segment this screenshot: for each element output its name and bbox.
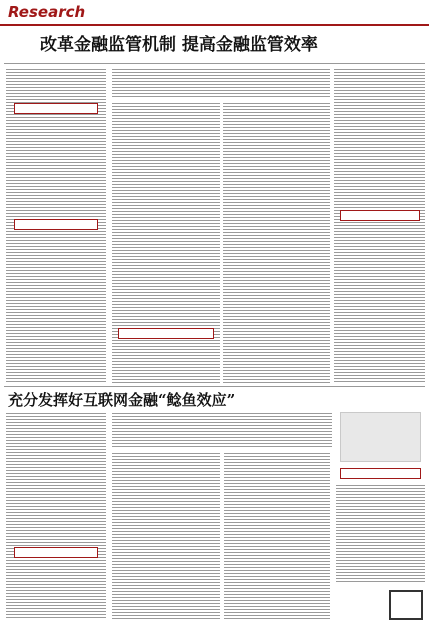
subheading-box bbox=[118, 328, 214, 339]
divider bbox=[4, 386, 425, 387]
subheading-box bbox=[14, 103, 98, 114]
subheading-box bbox=[340, 468, 421, 479]
logo-stamp bbox=[389, 590, 423, 620]
section-word: Research bbox=[8, 3, 86, 21]
lead-paragraph-box bbox=[112, 412, 332, 448]
text-column-2 bbox=[112, 102, 220, 383]
subheading-box bbox=[14, 547, 98, 558]
headline-story-1: 改革金融监管机制 提高金融监管效率 bbox=[40, 35, 318, 55]
text-column-5 bbox=[6, 412, 106, 619]
photo bbox=[340, 412, 421, 462]
lead-paragraph-box bbox=[112, 68, 330, 98]
text-column-4 bbox=[334, 68, 425, 383]
page-header bbox=[0, 0, 429, 26]
subheading-box bbox=[340, 210, 420, 221]
text-column-6 bbox=[112, 452, 220, 619]
text-column-8 bbox=[336, 484, 425, 584]
headline-story-2: 充分发挥好互联网金融“鲶鱼效应” bbox=[8, 391, 236, 409]
divider bbox=[4, 63, 425, 64]
text-column-3 bbox=[223, 102, 330, 383]
text-column-7 bbox=[224, 452, 330, 619]
subheading-box bbox=[14, 219, 98, 230]
